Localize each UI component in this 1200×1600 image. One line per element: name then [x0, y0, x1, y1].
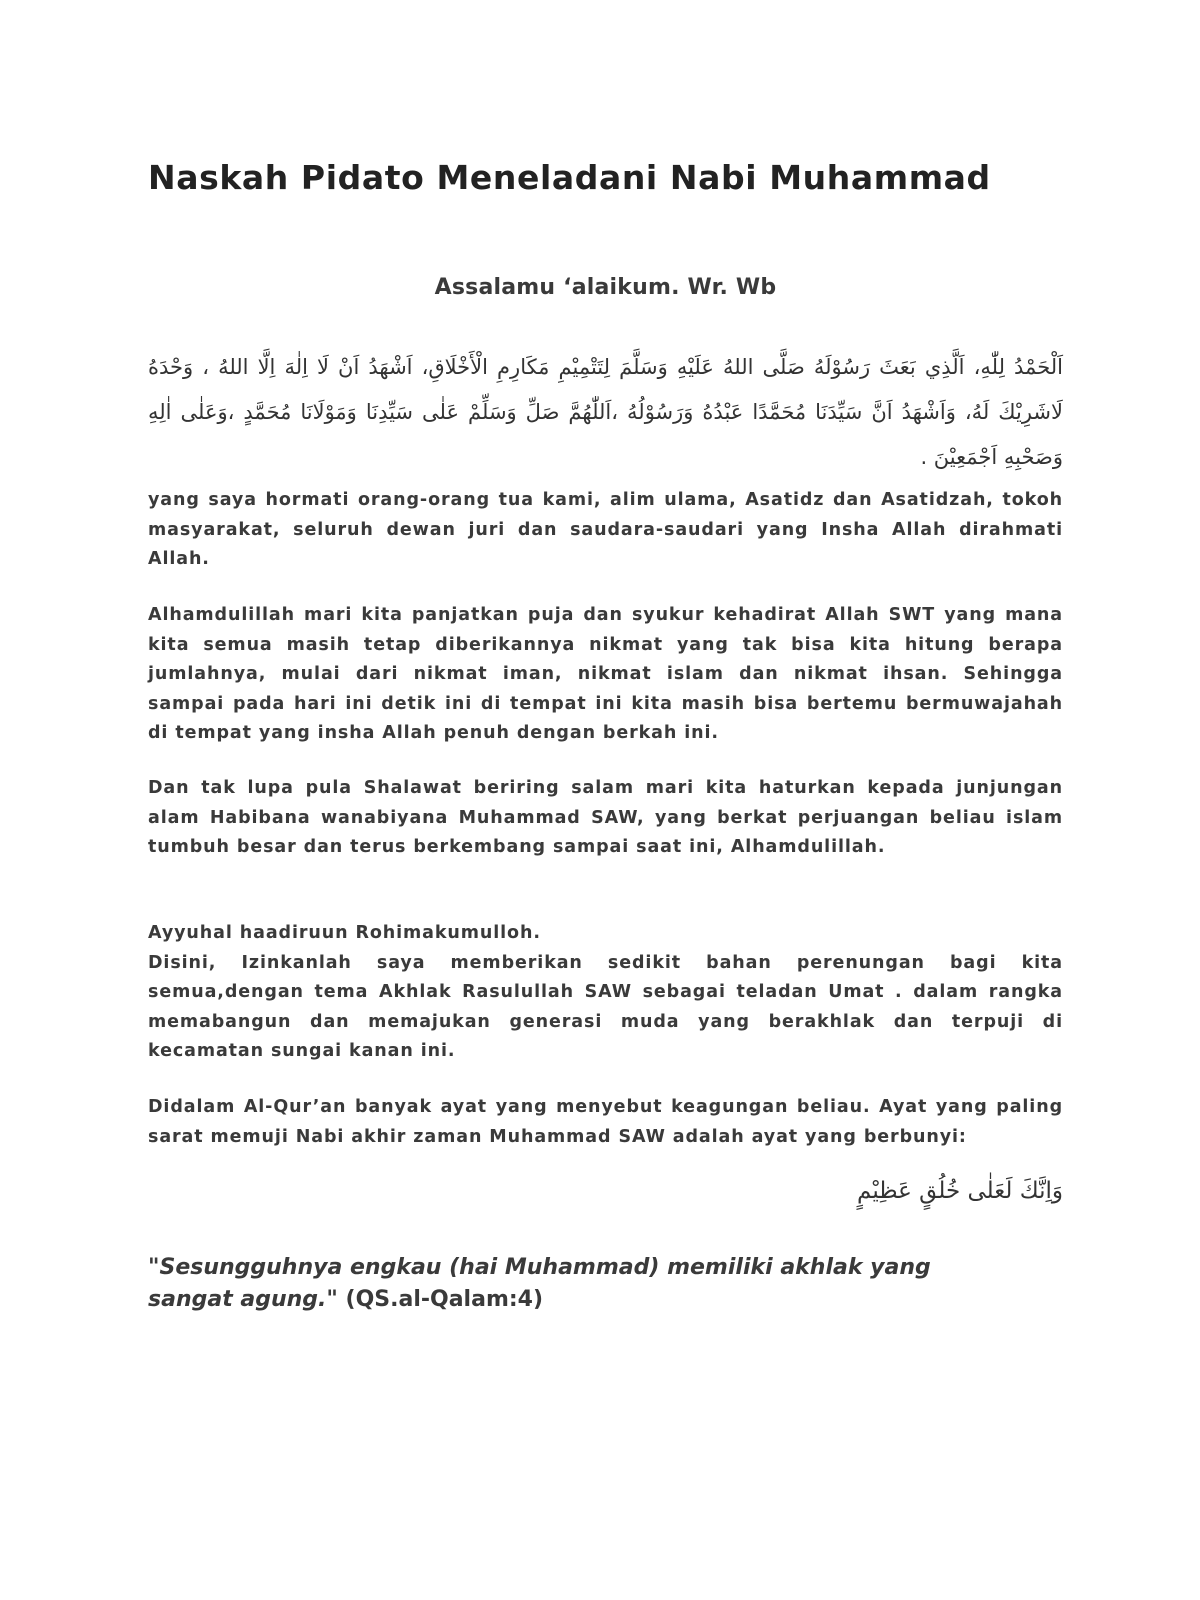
paragraph-gratitude: Alhamdulillah mari kita panjatkan puja dan syukur kehadirat Allah SWT yang mana kita semua masih tetap diberikannya nikmat yang tak bisa kita hitung berapa jumlahnya, mulai dari nikmat iman, nikmat islam dan nikmat ihsan. Sehingga sampai pada hari ini detik ini di tempat ini kita masih bisa bertemu bermuwajahah di tempat yang insha Allah penuh dengan berkah ini.: [148, 605, 1063, 743]
quran-verse-arabic: وَاِنَّكَ لَعَلٰى خُلُقٍ عَظِيْمٍ: [857, 1178, 1063, 1204]
paragraph-salutation: yang saya hormati orang-orang tua kami, alim ulama, Asatidz dan Asatidzah, tokoh masyarakat, seluruh dewan juri dan saudara-saudari yang Insha Allah dirahmati Allah.: [148, 490, 1063, 569]
arabic-opening-prayer: اَلْحَمْدُ لِلّٰهِ، اَلَّذِي بَعَثَ رَسُوْلَهُ صَلَّى اللهُ عَلَيْهِ وَسَلَّمَ لِتَتْمِيْمِ مَكَارِمِ الْأَخْلَاقِ، اَشْهَدُ اَنْ لَا اِلٰهَ اِلَّا اللهُ ، وَحْدَهُ لَاشَرِيْكَ لَهُ، وَاَشْهَدُ اَنَّ سَيِّدَنَا مُحَمَّدًا عَبْدُهُ وَرَسُوْلُهُ ،اَللّٰهُمَّ صَلِّ وَسَلِّمْ عَلٰى سَيِّدِنَا وَمَوْلَانَا مُحَمَّدٍ ،وَعَلٰى اٰلِهِ وَصَحْبِهِ اَجْمَعِيْنَ .: [148, 355, 1063, 469]
document-page: [148, 0, 1063, 1600]
greeting-salam: Assalamu ‘alaikum. Wr. Wb: [434, 275, 777, 300]
translation-close-quote: ": [326, 1287, 338, 1312]
paragraph-address: Ayyuhal haadiruun Rohimakumulloh.: [148, 923, 541, 943]
paragraph-theme: Disini, Izinkanlah saya memberikan sedikit bahan perenungan bagi kita semua,dengan tema Akhlak Rasulullah SAW sebagai teladan Umat . dalam rangka memabangun dan memajukan generasi muda yang berakhlak dan terpuji di kecamatan sungai kanan ini.: [148, 952, 1063, 1061]
paragraph-theme-block: [148, 919, 1063, 1067]
paragraph-quran-intro: Didalam Al-Qur’an banyak ayat yang menyebut keagungan beliau. Ayat yang paling sarat memuji Nabi akhir zaman Muhammad SAW adalah ayat yang berbunyi:: [148, 1097, 1063, 1147]
verse-translation: [148, 1252, 1008, 1316]
paragraph-shalawat: Dan tak lupa pula Shalawat beriring salam mari kita haturkan kepada junjungan alam Habibana wanabiyana Muhammad SAW, yang berkat perjuangan beliau islam tumbuh besar dan terus berkembang sampai saat ini, Alhamdulillah.: [148, 778, 1063, 857]
document-title: Naskah Pidato Meneladani Nabi Muhammad: [148, 158, 991, 197]
translation-text: Sesungguhnya engkau (hai Muhammad) memiliki akhlak yang sangat agung.: [148, 1255, 931, 1312]
verse-reference: (QS.al-Qalam:4): [337, 1287, 544, 1312]
translation-open-quote: ": [148, 1255, 160, 1280]
